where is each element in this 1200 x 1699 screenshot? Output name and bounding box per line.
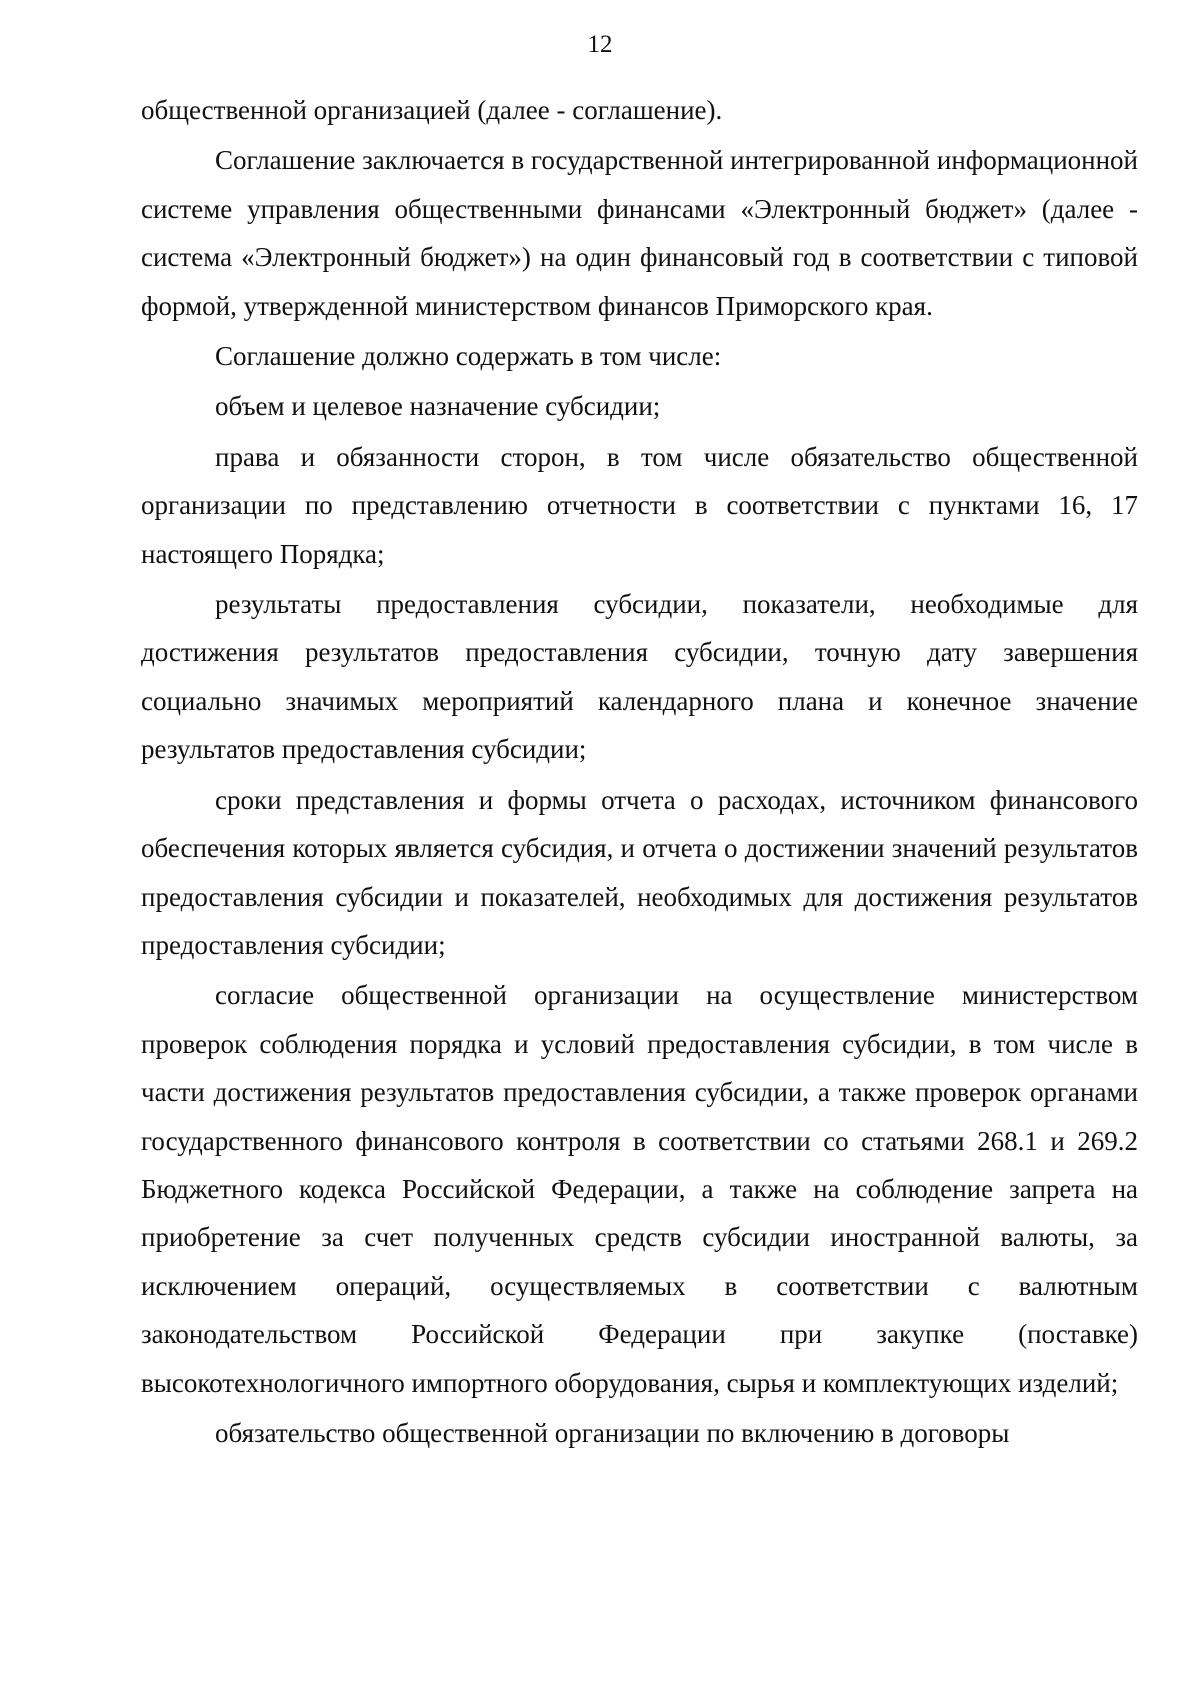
paragraph-results-indicators: результаты предоставления субсидии, показатели, необходимые для достижения результатов предоставления субсидии, точную дату завершения социально значимых мероприятий календарного плана и конечное значение результатов предоставления субсидии;	[141, 589, 1138, 765]
paragraph-continuation: общественной организацией (далее - соглашение).	[141, 95, 723, 125]
paragraph-reporting-terms: сроки представления и формы отчета о расходах, источником финансового обеспечения которых является субсидия, и отчета о достижении значений результатов предоставления субсидии и показателей, необходимых для достижения результатов предоставления субсидии;	[141, 784, 1138, 960]
paragraph-agreement-contents-intro: Соглашение должно содержать в том числе:	[215, 341, 722, 372]
document-body	[141, 86, 1138, 1459]
paragraph-inspection-consent: согласие общественной организации на осуществление министерством проверок соблюдения порядка и условий предоставления субсидии, в том числе в части достижения результатов предоставления субсидии, а также проверок органами государственного финансового контроля в соответствии со статьями 268.1 и 269.2 Бюджетного кодекса Российской Федерации, а также на соблюдение запрета на приобретение за счет полученных средств субсидии иностранной валюты, за исключением операций, осуществляемых в соответствии с валютным законодательством Российской Федерации при закупке (поставке) высокотехнологичного импортного оборудования, сырья и комплектующих изделий;	[141, 980, 1138, 1398]
paragraph-contract-obligation: обязательство общественной организации по включению в договоры	[215, 1417, 1010, 1448]
paragraph-agreement-conclusion: Соглашение заключается в государственной интегрированной информационной системе управления общественными финансами «Электронный бюджет» (далее - система «Электронный бюджет») на один финансовый год в соответствии с типовой формой, утвержденной министерством финансов Приморского края.	[141, 145, 1138, 321]
paragraph-subsidy-volume: объем и целевое назначение субсидии;	[215, 391, 661, 422]
page-number: 12	[587, 31, 613, 58]
paragraph-rights-obligations: права и обязанности сторон, в том числе обязательство общественной организации по представлению отчетности в соответствии с пунктами 16, 17 настоящего Порядка;	[141, 441, 1138, 569]
